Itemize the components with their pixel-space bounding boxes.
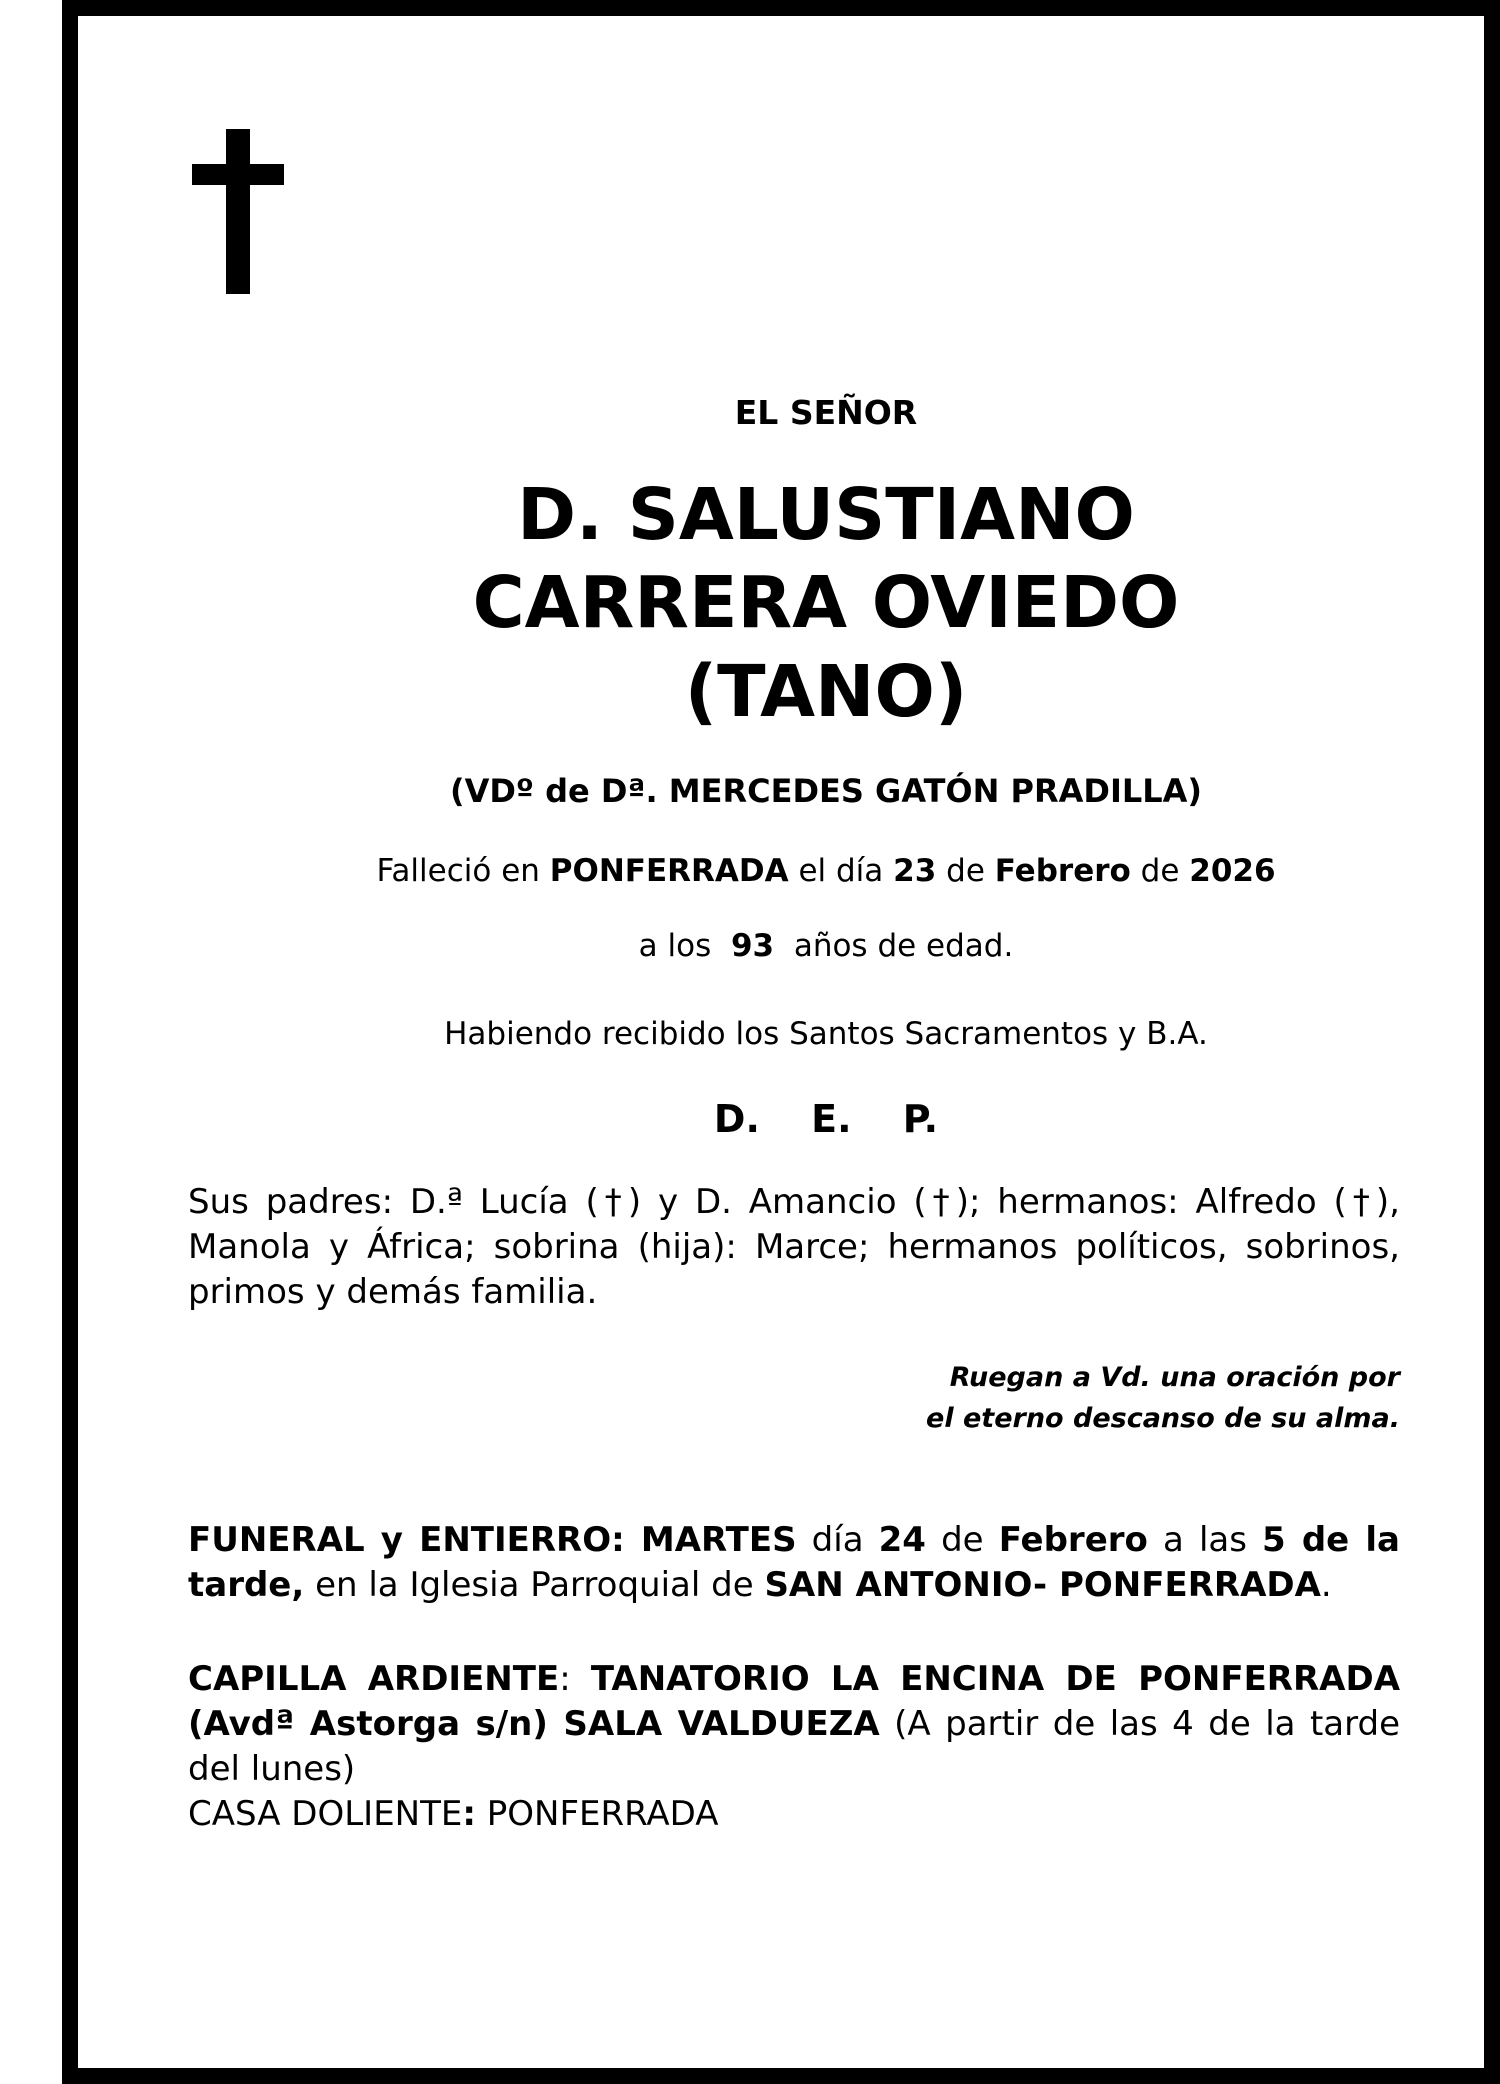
death-day: 23 xyxy=(893,853,937,889)
widower-of: (VDº de Dª. MERCEDES GATÓN PRADILLA) xyxy=(449,772,1203,810)
honorific-title: EL SEÑOR xyxy=(734,393,918,432)
death-year: 2026 xyxy=(1189,853,1276,889)
death-info: Falleció en PONFERRADA el día 23 de Febrero de 2026 xyxy=(376,853,1276,889)
funeral-label: FUNERAL y ENTIERRO: MARTES xyxy=(188,1520,797,1560)
church-name: SAN ANTONIO- PONFERRADA xyxy=(764,1565,1321,1605)
mourning-house-place: PONFERRADA xyxy=(475,1794,719,1834)
chapel-place: TANATORIO LA ENCINA DE PONFERRADA (Avdª Astorga s/n) SALA VALDUEZA xyxy=(188,1659,1401,1744)
death-place: PONFERRADA xyxy=(549,853,789,889)
chapel-label: CAPILLA ARDIENTE xyxy=(188,1659,560,1699)
death-month: Febrero xyxy=(994,853,1131,889)
age-info: a los 93 años de edad. xyxy=(638,928,1014,964)
age-value: 93 xyxy=(730,928,775,964)
funeral-info: FUNERAL y ENTIERRO: MARTES día 24 de Febrero a las 5 de la tarde, en la Iglesia Parroquial de SAN ANTONIO- PONFERRADA. xyxy=(188,1520,1400,1605)
chapel-info: CAPILLA ARDIENTE: TANATORIO LA ENCINA DE PONFERRADA (Avdª Astorga s/n) SALA VALDUEZA (A partir de las 4 de la tarde del lunes) xyxy=(188,1659,1401,1789)
family-paragraph: Sus padres: D.ª Lucía (†) y D. Amancio (†); hermanos: Alfredo (†), Manola y África; sobrina (hija): Marce; hermanos políticos, sobrinos, primos y demás familia. xyxy=(188,1182,1400,1312)
deceased-name-surnames: CARRERA OVIEDO xyxy=(472,561,1180,644)
prayer-request: Ruegan a Vd. una oración por el eterno descanso de su alma. xyxy=(926,1362,1400,1434)
sacraments-note: Habiendo recibido los Santos Sacramentos y B.A. xyxy=(444,1016,1208,1052)
mourning-house-info: CASA DOLIENTE: PONFERRADA xyxy=(188,1794,719,1834)
dep-abbreviation: D. E. P. xyxy=(713,1097,939,1141)
deceased-name-first: D. SALUSTIANO xyxy=(517,473,1135,556)
deceased-nickname: (TANO) xyxy=(684,650,968,733)
